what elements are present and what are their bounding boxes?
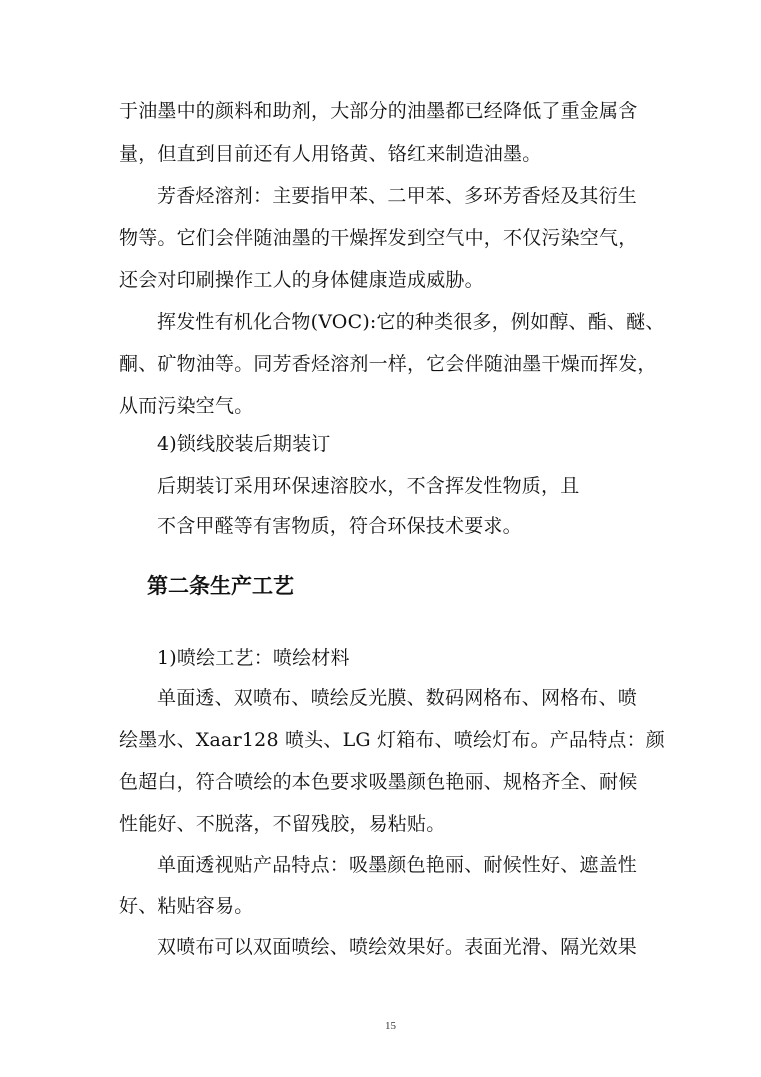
page-number: 15 — [385, 1020, 396, 1032]
text-line: 性能好、不脱落，不留残胶，易粘贴。 — [119, 813, 446, 835]
text-line: 双喷布可以双面喷绘、喷绘效果好。表面光滑、隔光效果 — [157, 936, 638, 958]
text-line: 酮、矿物油等。同芳香烃溶剂一样，它会伴随油墨干燥而挥发， — [119, 353, 657, 375]
text-line: 芳香烃溶剂：主要指甲苯、二甲苯、多环芳香烃及其衍生 — [157, 185, 638, 207]
text-line: 1)喷绘工艺：喷绘材料 — [157, 647, 350, 669]
text-line: 挥发性有机化合物(VOC):它的种类很多，例如醇、酯、醚、 — [157, 311, 665, 333]
text-line: 单面透、双喷布、喷绘反光膜、数码网格布、网格布、喷 — [157, 687, 638, 709]
text-line: 于油墨中的颜料和助剂，大部分的油墨都已经降低了重金属含 — [119, 100, 638, 122]
text-line: 后期装订采用环保速溶胶水，不含挥发性物质，且 — [157, 475, 580, 497]
text-line: 色超白，符合喷绘的本色要求吸墨颜色艳丽、规格齐全、耐候 — [119, 771, 638, 793]
text-line: 不含甲醛等有害物质，符合环保技术要求。 — [157, 515, 522, 537]
text-line: 绘墨水、Xaar128 喷头、LG 灯箱布、喷绘灯布。产品特点：颜 — [119, 729, 666, 751]
text-line: 量，但直到目前还有人用铬黄、铬红来制造油墨。 — [119, 143, 542, 165]
text-line: 从而污染空气。 — [119, 395, 254, 417]
text-line: 物等。它们会伴随油墨的干燥挥发到空气中，不仅污染空气， — [119, 227, 638, 249]
text-line: 单面透视贴产品特点：吸墨颜色艳丽、耐候性好、遮盖性 — [157, 854, 638, 876]
text-line: 好、粘贴容易。 — [119, 895, 254, 917]
section-heading: 第二条生产工艺 — [147, 574, 294, 598]
text-line: 还会对印刷操作工人的身体健康造成威胁。 — [119, 269, 484, 291]
text-line: 4)锁线胶装后期装订 — [157, 433, 331, 455]
